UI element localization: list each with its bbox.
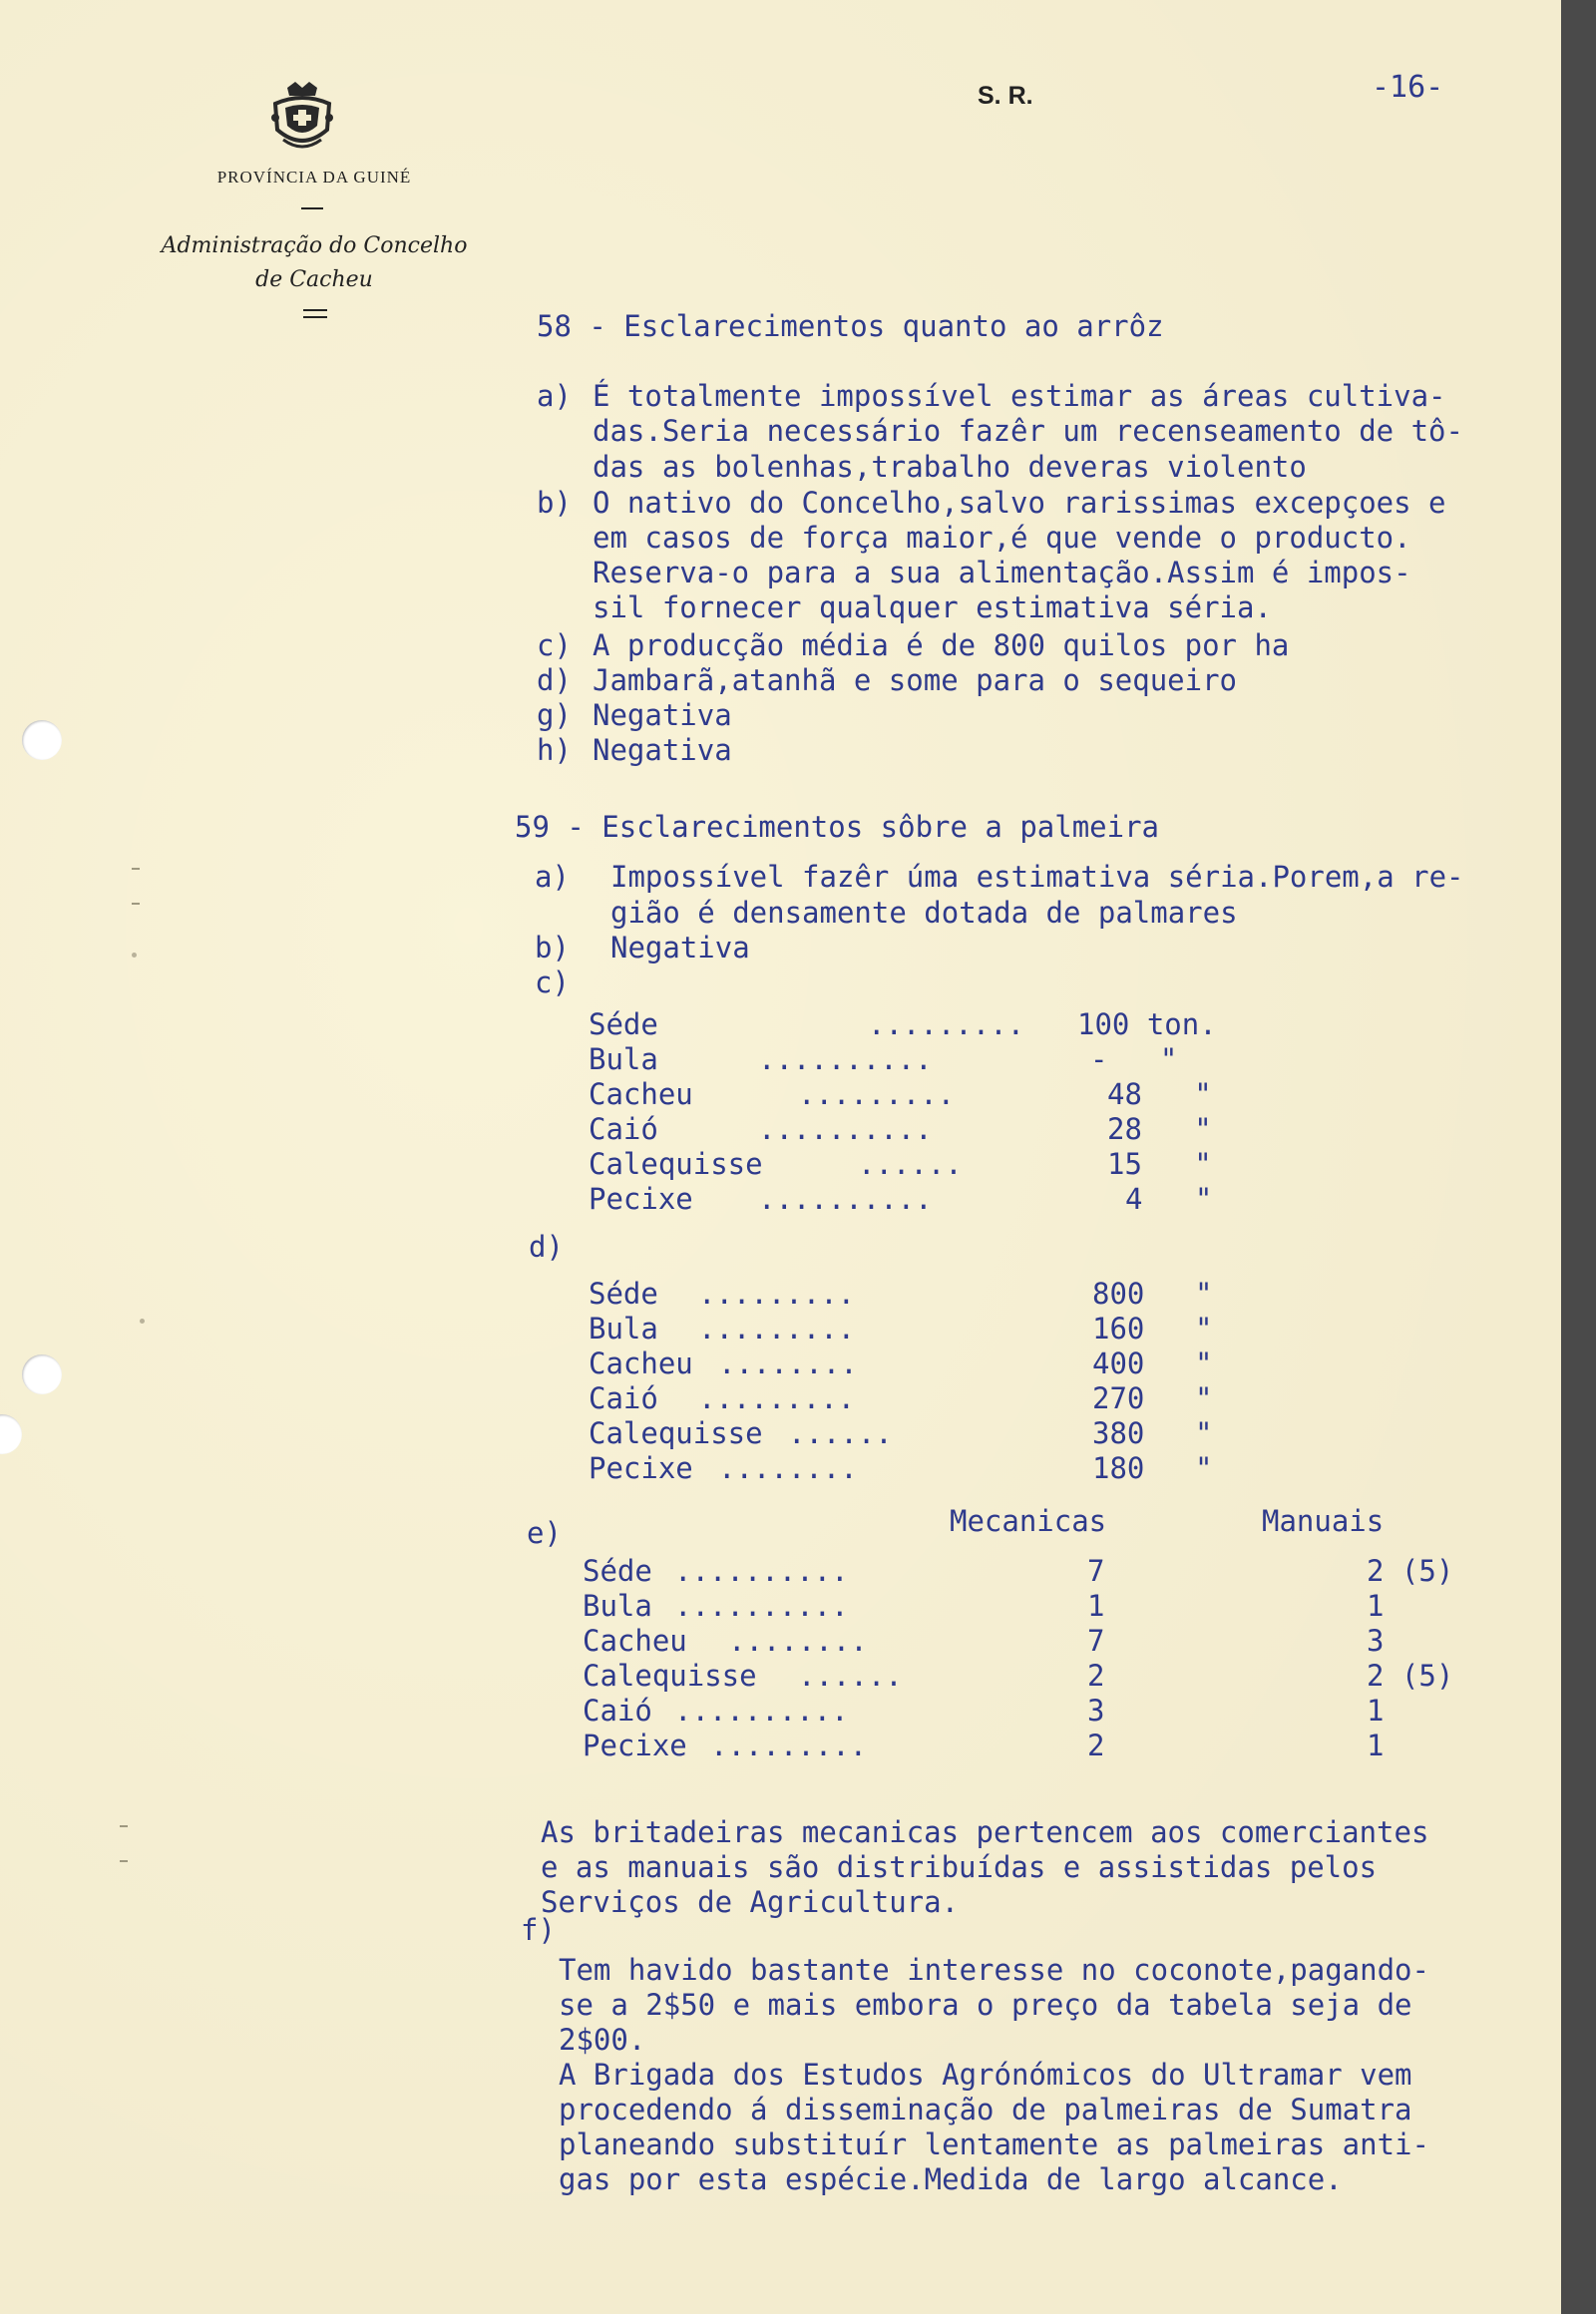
d-row-value: 380 <box>1092 1416 1145 1450</box>
d-row-value: 800 <box>1092 1277 1145 1311</box>
leader-dots: ......... <box>798 1077 956 1111</box>
d-row-value: 400 <box>1092 1347 1145 1380</box>
leader-dots: ......... <box>710 1729 868 1762</box>
d-row-name: Séde <box>589 1277 658 1311</box>
ditto-mark: " <box>1195 1381 1213 1415</box>
sec58-b-line: O nativo do Concelho,salvo rarissimas excepçoes e <box>593 486 1446 520</box>
item-label: a) <box>535 860 570 894</box>
sec58-a-line: É totalmente impossível estimar as áreas cultiva- <box>593 379 1446 413</box>
c-row-value: 4 " <box>1125 1182 1213 1216</box>
item-label: h) <box>537 733 572 767</box>
e-row-name: Pecixe <box>583 1729 687 1762</box>
e-row-mech: 2 <box>1087 1659 1105 1693</box>
f-line: gas por esta espécie.Medida de largo alcance. <box>559 2162 1343 2196</box>
punch-hole <box>22 720 62 760</box>
sec58-b-line: Reserva-o para a sua alimentação.Assim é impos- <box>593 556 1411 589</box>
leader-dots: ......... <box>868 1007 1025 1041</box>
d-row-name: Calequisse <box>589 1416 763 1450</box>
item-label: g) <box>537 698 572 732</box>
leader-dots: .......... <box>758 1042 933 1076</box>
page-number: -16- <box>1372 70 1444 105</box>
d-row-name: Caió <box>589 1381 658 1415</box>
e-row-mech: 2 <box>1087 1729 1105 1762</box>
paper-spot <box>132 953 137 958</box>
paper-mark <box>120 1860 128 1862</box>
e-row-manual: 2 (5) <box>1367 1659 1454 1693</box>
c-row-name: Calequisse <box>589 1147 763 1181</box>
sec58-a-line: das.Seria necessário fazêr um recenseamento de tô- <box>593 414 1463 448</box>
e-row-manual: 1 <box>1367 1729 1385 1762</box>
letterhead-province: PROVÍNCIA DA GUINÉ <box>216 168 412 187</box>
f-line: procedendo á disseminação de palmeiras de Sumatra <box>559 2093 1412 2126</box>
leader-dots: ......... <box>698 1277 856 1311</box>
sec58-c-text: A producção média é de 800 quilos por ha <box>593 628 1290 662</box>
f-line: se a 2$50 e mais embora o preço da tabela seja de <box>559 1988 1412 2022</box>
leader-dots: ........ <box>728 1624 868 1658</box>
paper-mark <box>132 868 140 870</box>
c-row-value: - " <box>1090 1042 1178 1076</box>
item-label: e) <box>527 1516 562 1550</box>
column-header-mecanicas: Mecanicas <box>950 1504 1107 1538</box>
item-label: d) <box>537 663 572 697</box>
leader-dots: ...... <box>788 1416 893 1450</box>
d-row-value: 160 <box>1092 1312 1145 1346</box>
e-row-name: Bula <box>583 1589 652 1623</box>
item-label: b) <box>537 486 572 520</box>
leader-dots: .......... <box>674 1589 849 1623</box>
c-row-value: 15 " <box>1107 1147 1212 1181</box>
e-row-name: Cacheu <box>583 1624 687 1658</box>
sr-mark: S. R. <box>978 82 1033 110</box>
leader-dots: ........ <box>718 1451 858 1485</box>
ditto-mark: " <box>1195 1277 1213 1311</box>
d-row-name: Bula <box>589 1312 658 1346</box>
sec58-h-text: Negativa <box>593 733 732 767</box>
letterhead-administration: Administração do Concelho <box>161 233 468 258</box>
sec58-d-text: Jambarã,atanhã e some para o sequeiro <box>593 663 1238 697</box>
e-row-name: Calequisse <box>583 1659 757 1693</box>
section-59-heading: 59 - Esclarecimentos sôbre a palmeira <box>515 810 1160 844</box>
f-line: Tem havido bastante interesse no coconote,pagando- <box>559 1953 1429 1987</box>
sec58-g-text: Negativa <box>593 698 732 732</box>
d-row-name: Pecixe <box>589 1451 693 1485</box>
e-row-manual: 1 <box>1367 1694 1385 1728</box>
item-label: a) <box>537 379 572 413</box>
c-row-value: 28 " <box>1107 1112 1212 1146</box>
leader-dots: .......... <box>674 1554 849 1588</box>
sec59-a-line: Impossível fazêr úma estimativa séria.Porem,a re- <box>610 860 1464 894</box>
leader-dots: .......... <box>758 1112 933 1146</box>
e-note-line: Serviços de Agricultura. <box>541 1885 960 1919</box>
e-row-name: Séde <box>583 1554 652 1588</box>
item-label: b) <box>535 931 570 964</box>
sec58-b-line: em casos de força maior,é que vende o producto. <box>593 521 1411 555</box>
leader-dots: ...... <box>858 1147 963 1181</box>
e-row-manual: 2 (5) <box>1367 1554 1454 1588</box>
e-note-line: e as manuais são distribuídas e assistidas pelos <box>541 1850 1378 1884</box>
e-row-manual: 1 <box>1367 1589 1385 1623</box>
leader-dots: ........ <box>718 1347 858 1380</box>
ditto-mark: " <box>1195 1312 1213 1346</box>
punch-hole <box>22 1354 62 1394</box>
c-row-name: Séde <box>589 1007 658 1041</box>
e-row-mech: 7 <box>1087 1554 1105 1588</box>
d-row-name: Cacheu <box>589 1347 693 1380</box>
section-58-heading: 58 - Esclarecimentos quanto ao arrôz <box>537 309 1164 343</box>
sec58-a-line: das as bolenhas,trabalho deveras violento <box>593 450 1307 484</box>
sec59-b-text: Negativa <box>610 931 750 964</box>
item-label: c) <box>535 965 570 999</box>
letterhead-rule <box>301 207 323 209</box>
c-row-name: Caió <box>589 1112 658 1146</box>
punch-hole <box>0 1414 22 1454</box>
leader-dots: .......... <box>758 1182 933 1216</box>
c-row-name: Bula <box>589 1042 658 1076</box>
c-row-value: 100 ton. <box>1077 1007 1217 1041</box>
f-line: planeando substituír lentamente as palmeiras anti- <box>559 2127 1429 2161</box>
letterhead-administration-place: de Cacheu <box>255 267 373 292</box>
coat-of-arms-icon <box>269 82 335 154</box>
ditto-mark: " <box>1195 1451 1213 1485</box>
leader-dots: ......... <box>698 1381 856 1415</box>
c-row-name: Pecixe <box>589 1182 693 1216</box>
f-line: 2$00. <box>559 2023 646 2057</box>
e-row-mech: 1 <box>1087 1589 1105 1623</box>
d-row-value: 270 <box>1092 1381 1145 1415</box>
paper-mark <box>120 1825 128 1827</box>
ditto-mark: " <box>1195 1347 1213 1380</box>
e-row-name: Caió <box>583 1694 652 1728</box>
sec58-b-line: sil fornecer qualquer estimativa séria. <box>593 590 1272 624</box>
item-label: c) <box>537 628 572 662</box>
letterhead-double-rule <box>303 309 327 318</box>
e-row-mech: 3 <box>1087 1694 1105 1728</box>
leader-dots: .......... <box>674 1694 849 1728</box>
e-row-manual: 3 <box>1367 1624 1385 1658</box>
leader-dots: ...... <box>798 1659 903 1693</box>
sec59-a-line: gião é densamente dotada de palmares <box>610 896 1238 930</box>
c-row-name: Cacheu <box>589 1077 693 1111</box>
e-row-mech: 7 <box>1087 1624 1105 1658</box>
paper-mark <box>132 903 140 905</box>
leader-dots: ......... <box>698 1312 856 1346</box>
ditto-mark: " <box>1195 1416 1213 1450</box>
paper-spot <box>140 1319 145 1324</box>
d-row-value: 180 <box>1092 1451 1145 1485</box>
column-header-manuais: Manuais <box>1262 1504 1385 1538</box>
e-note-line: As britadeiras mecanicas pertencem aos comerciantes <box>541 1815 1429 1849</box>
c-row-value: 48 " <box>1107 1077 1212 1111</box>
item-label: d) <box>529 1230 564 1264</box>
item-label: f) <box>521 1913 556 1947</box>
f-line: A Brigada dos Estudos Agrónómicos do Ultramar vem <box>559 2058 1412 2092</box>
